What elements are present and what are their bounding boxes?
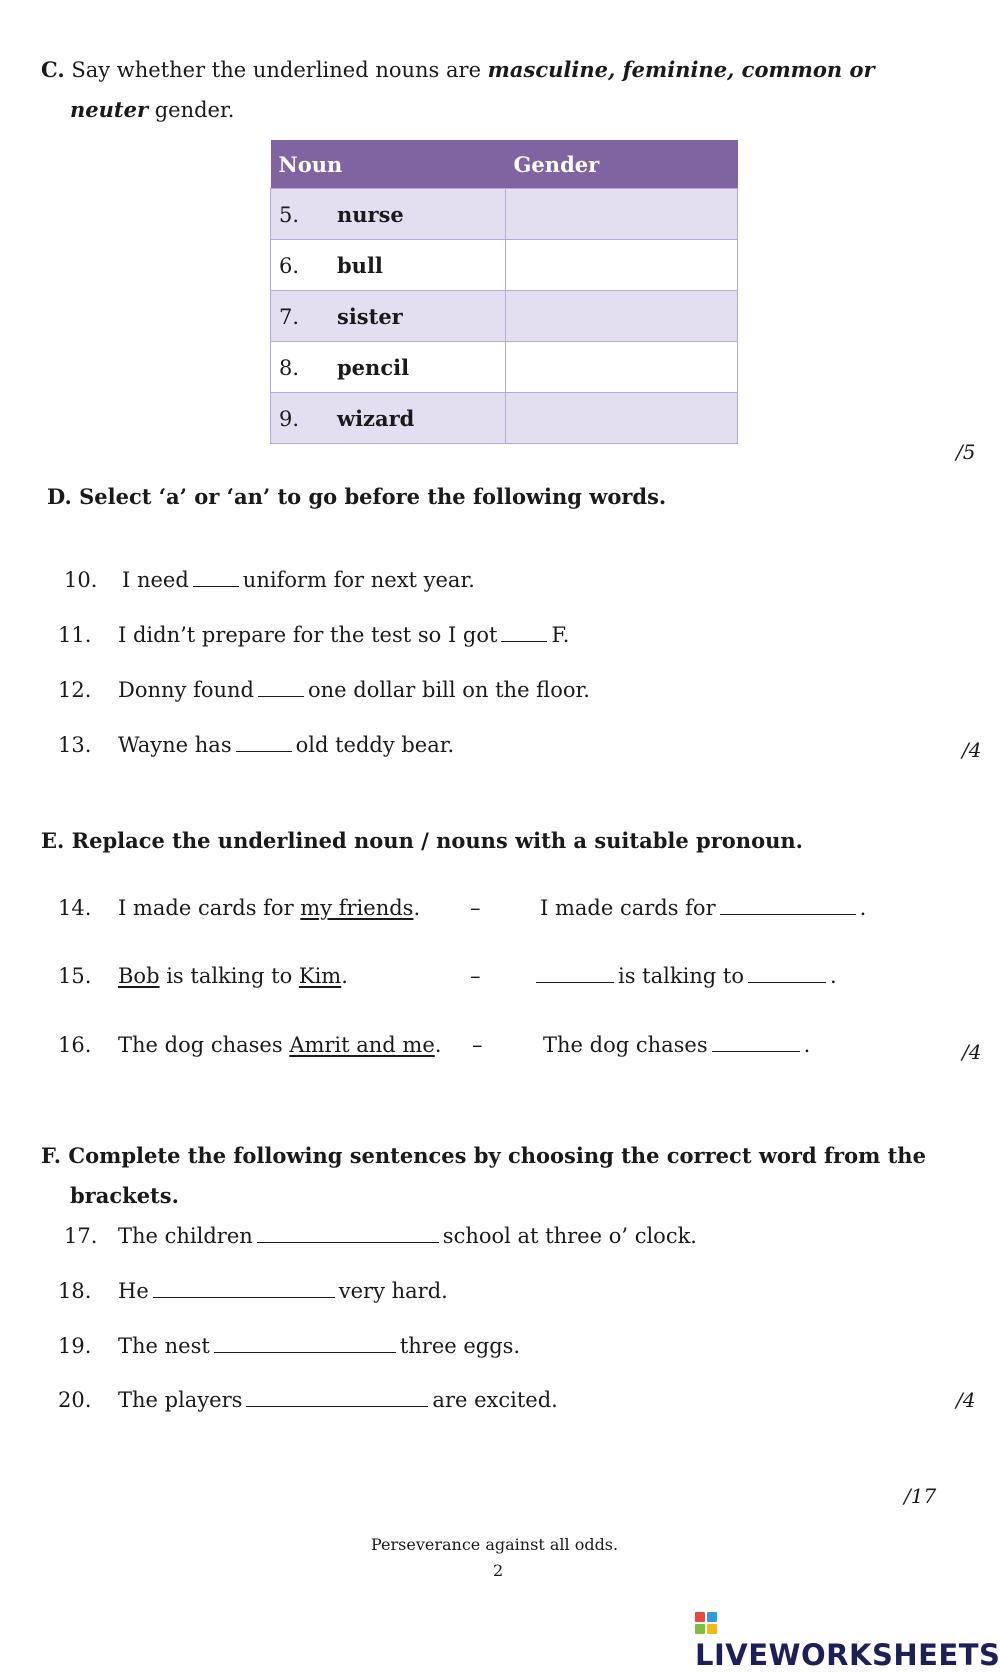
noun-word: nurse	[337, 201, 404, 227]
section-c-emphasis-1: masculine, feminine, common or	[487, 57, 875, 82]
underlined-noun: Amrit and me	[289, 1033, 435, 1057]
question-10	[64, 568, 475, 592]
question-19	[58, 1334, 520, 1358]
section-f-score: /4	[956, 1388, 976, 1412]
question-15	[58, 964, 348, 988]
gender-answer-cell[interactable]	[506, 189, 738, 240]
gender-answer-cell[interactable]	[506, 240, 738, 291]
answer-text: .	[830, 964, 837, 988]
section-f-heading: F. Complete the following sentences by choosing the correct word from the	[41, 1143, 926, 1168]
section-d-heading: D. Select ‘a’ or ‘an’ to go before the following words.	[47, 484, 667, 509]
question-12	[58, 678, 590, 702]
question-text: Donny found	[118, 678, 254, 702]
section-c-text-2: gender.	[148, 98, 235, 122]
dash-15: –	[470, 964, 481, 988]
item-number: 5.	[279, 202, 300, 227]
answer-blank[interactable]	[246, 1388, 428, 1407]
question-16	[58, 1033, 441, 1057]
answer-text: .	[859, 896, 867, 920]
section-c-letter: C.	[41, 57, 65, 82]
section-c-text-1: Say whether the underlined nouns are	[64, 58, 488, 82]
item-number: 8.	[279, 355, 300, 380]
answer-text: I made cards for	[540, 896, 716, 920]
question-text: uniform for next year.	[242, 568, 475, 592]
logo-text: LIVEWORKSHEETS	[695, 1638, 1000, 1672]
gender-table	[270, 140, 738, 444]
noun-cell	[271, 189, 506, 240]
question-text: old teddy bear.	[295, 733, 455, 757]
answer-text: is talking to	[618, 964, 745, 988]
question-text: .	[341, 964, 348, 988]
question-number: 19.	[58, 1334, 92, 1358]
section-d-score: /4	[962, 738, 982, 762]
logo-square-blue	[707, 1612, 717, 1622]
question-13	[58, 733, 454, 757]
noun-word: bull	[337, 252, 383, 278]
answer-blank[interactable]	[501, 623, 547, 642]
logo-square-green	[695, 1624, 705, 1634]
question-14	[58, 896, 420, 920]
question-text: The nest	[118, 1334, 210, 1358]
question-text: very hard.	[338, 1279, 448, 1303]
question-text: is talking to	[159, 964, 299, 988]
noun-word: wizard	[337, 405, 415, 431]
underlined-noun: Bob	[118, 964, 160, 988]
noun-cell	[271, 342, 506, 393]
question-number: 18.	[58, 1279, 92, 1303]
answer-blank[interactable]	[536, 964, 614, 983]
total-score: /17	[904, 1484, 937, 1508]
question-number: 13.	[58, 733, 92, 757]
question-number: 16.	[58, 1033, 92, 1057]
noun-cell	[271, 393, 506, 444]
underlined-noun: my friends	[300, 896, 414, 920]
item-number: 6.	[279, 253, 300, 278]
noun-cell	[271, 240, 506, 291]
question-text: Wayne has	[118, 733, 232, 757]
answer-16	[543, 1033, 810, 1057]
question-number: 11.	[58, 623, 92, 647]
liveworksheets-logo	[695, 1604, 1000, 1672]
question-number: 10.	[64, 568, 98, 592]
question-number: 14.	[58, 896, 92, 920]
question-text: The players	[118, 1388, 243, 1412]
answer-blank[interactable]	[153, 1279, 335, 1298]
question-number: 20.	[58, 1388, 92, 1412]
section-c-instruction-line-2	[70, 97, 234, 122]
item-number: 7.	[279, 304, 300, 329]
page-number: 2	[493, 1561, 504, 1580]
question-text: .	[413, 896, 421, 920]
table-row	[271, 342, 738, 393]
answer-blank[interactable]	[257, 1224, 439, 1243]
answer-text: The dog chases	[543, 1033, 708, 1057]
logo-square-yellow	[707, 1624, 717, 1634]
gender-column-header: Gender	[506, 140, 738, 189]
question-text: are excited.	[432, 1388, 558, 1412]
answer-blank[interactable]	[193, 568, 239, 587]
item-number: 9.	[279, 406, 300, 431]
question-18	[58, 1279, 448, 1303]
answer-blank[interactable]	[720, 896, 856, 915]
answer-15	[536, 964, 837, 988]
question-number: 17.	[64, 1224, 98, 1248]
answer-blank[interactable]	[236, 733, 292, 752]
table-row	[271, 291, 738, 342]
answer-blank[interactable]	[748, 964, 826, 983]
section-c-score: /5	[956, 440, 976, 464]
question-11	[58, 623, 569, 647]
dash-14: –	[470, 896, 481, 920]
table-row	[271, 240, 738, 291]
answer-text: .	[803, 1033, 811, 1057]
gender-answer-cell[interactable]	[506, 291, 738, 342]
liveworksheets-logo-icon	[695, 1612, 717, 1634]
question-text: I made cards for	[118, 896, 301, 920]
gender-table-header	[271, 140, 738, 189]
question-20	[58, 1388, 558, 1412]
question-text: He	[118, 1279, 149, 1303]
logo-square-red	[695, 1612, 705, 1622]
noun-cell	[271, 291, 506, 342]
question-text: .	[434, 1033, 442, 1057]
answer-blank[interactable]	[258, 678, 304, 697]
answer-blank[interactable]	[712, 1033, 800, 1052]
question-text: I need	[122, 568, 189, 592]
underlined-noun: Kim	[298, 964, 342, 988]
gender-answer-cell[interactable]	[506, 342, 738, 393]
question-number: 15.	[58, 964, 92, 988]
question-text: The children	[118, 1224, 253, 1248]
answer-blank[interactable]	[214, 1334, 396, 1353]
section-c-emphasis-2: neuter	[70, 97, 149, 122]
question-text: one dollar bill on the floor.	[307, 678, 590, 702]
question-17	[64, 1224, 697, 1248]
noun-column-header: Noun	[271, 140, 506, 189]
gender-answer-cell[interactable]	[506, 393, 738, 444]
question-text: The dog chases	[118, 1033, 290, 1057]
answer-14	[540, 896, 866, 920]
section-c-instruction	[41, 57, 875, 82]
noun-word: pencil	[337, 354, 410, 380]
question-text: three eggs.	[399, 1334, 521, 1358]
section-e-heading: E. Replace the underlined noun / nouns with a suitable pronoun.	[41, 828, 803, 853]
question-text: F.	[551, 623, 570, 647]
table-row	[271, 189, 738, 240]
question-number: 12.	[58, 678, 92, 702]
footer-motto: Perseverance against all odds.	[371, 1535, 619, 1554]
question-text: I didn’t prepare for the test so I got	[118, 623, 498, 647]
section-e-score: /4	[962, 1040, 982, 1064]
table-row	[271, 393, 738, 444]
question-text: school at three o’ clock.	[442, 1224, 697, 1248]
dash-16: –	[472, 1033, 483, 1057]
noun-word: sister	[337, 303, 403, 329]
section-f-heading-line-2: brackets.	[70, 1183, 179, 1208]
